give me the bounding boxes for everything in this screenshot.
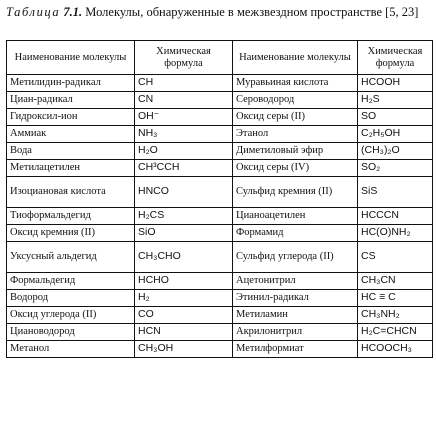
table-row (7, 143, 433, 160)
molecule-name: Метилформиат (233, 341, 358, 358)
molecule-name: Цианоацетилен (233, 208, 358, 225)
caption-label: Таблица (6, 5, 61, 19)
molecule-formula: HNCO (135, 177, 233, 208)
table-row (7, 341, 433, 358)
molecule-name: Ацетонитрил (233, 273, 358, 290)
molecule-name: Изоциановая кислота (7, 177, 135, 208)
molecule-formula: SiS (358, 177, 433, 208)
table-row (7, 75, 433, 92)
table-row (7, 307, 433, 324)
molecule-formula: CS (358, 242, 433, 273)
table-row (7, 273, 433, 290)
table-row (7, 126, 433, 143)
table-row (7, 160, 433, 177)
molecule-formula: SiO (135, 225, 233, 242)
table-caption (6, 5, 426, 19)
molecule-name: Оксид серы (II) (233, 109, 358, 126)
header-formula-1: Химическая формула (135, 41, 233, 75)
header-formula-2: Химическая формула (358, 41, 433, 75)
table-row (7, 324, 433, 341)
table-row (7, 225, 433, 242)
molecule-formula: H₂CS (135, 208, 233, 225)
molecule-name: Метилидин-радикал (7, 75, 135, 92)
molecule-formula: CO (135, 307, 233, 324)
molecule-formula: HCN (135, 324, 233, 341)
molecule-formula: CH₃OH (135, 341, 233, 358)
molecule-name: Оксид серы (IV) (233, 160, 358, 177)
table-row (7, 177, 433, 208)
molecule-formula: CH₃CHO (135, 242, 233, 273)
caption-text: Молекулы, обнаруженные в межзвездном пространстве [5, 23] (85, 5, 419, 19)
table-row (7, 242, 433, 273)
table-row (7, 109, 433, 126)
molecule-name: Циан-радикал (7, 92, 135, 109)
table-row (7, 208, 433, 225)
molecule-name: Метанол (7, 341, 135, 358)
molecule-formula: SO₂ (358, 160, 433, 177)
molecule-name: Гидроксил-ион (7, 109, 135, 126)
molecule-formula: CH (135, 75, 233, 92)
molecule-formula: H₂S (358, 92, 433, 109)
molecule-formula: HC(O)NH₂ (358, 225, 433, 242)
molecule-formula: OH⁻ (135, 109, 233, 126)
molecule-formula: HCOOCH₃ (358, 341, 433, 358)
molecule-formula: H₂C=CHCN (358, 324, 433, 341)
molecules-table (6, 40, 433, 358)
table-header-row (7, 41, 433, 75)
molecule-formula: CH₃NH₂ (358, 307, 433, 324)
molecule-name: Этинил-радикал (233, 290, 358, 307)
molecule-name: Сульфид углерода (II) (233, 242, 358, 273)
molecule-name: Этанол (233, 126, 358, 143)
header-name-1: Наименование молекулы (7, 41, 135, 75)
molecule-name: Оксид углерода (II) (7, 307, 135, 324)
molecule-name: Формамид (233, 225, 358, 242)
molecule-name: Акрилонитрил (233, 324, 358, 341)
molecule-name: Формальдегид (7, 273, 135, 290)
molecule-name: Муравьиная кислота (233, 75, 358, 92)
molecule-name: Оксид кремния (II) (7, 225, 135, 242)
molecule-formula: SO (358, 109, 433, 126)
molecule-formula: H₂O (135, 143, 233, 160)
header-name-2: Наименование молекулы (233, 41, 358, 75)
molecule-name: Вода (7, 143, 135, 160)
molecule-formula: HCCCN (358, 208, 433, 225)
molecule-formula: (CH₃)₂O (358, 143, 433, 160)
molecule-name: Аммиак (7, 126, 135, 143)
molecule-formula: HCHO (135, 273, 233, 290)
molecule-formula: CH³CCH (135, 160, 233, 177)
molecule-formula: CN (135, 92, 233, 109)
molecule-formula: HC ≡ C (358, 290, 433, 307)
molecule-formula: CH₃CN (358, 273, 433, 290)
molecule-formula: H₂ (135, 290, 233, 307)
molecule-name: Диметиловый эфир (233, 143, 358, 160)
molecule-name: Тиоформальдегид (7, 208, 135, 225)
molecule-name: Уксусный альдегид (7, 242, 135, 273)
table-row (7, 92, 433, 109)
molecule-formula: NH₃ (135, 126, 233, 143)
molecule-name: Метиламин (233, 307, 358, 324)
molecule-name: Циановодород (7, 324, 135, 341)
molecule-name: Сероводород (233, 92, 358, 109)
table-row (7, 290, 433, 307)
molecule-formula: C₂H₅OH (358, 126, 433, 143)
caption-number: 7.1. (63, 5, 83, 19)
molecule-name: Сульфид кремния (II) (233, 177, 358, 208)
molecule-name: Водород (7, 290, 135, 307)
molecule-formula: HCOOH (358, 75, 433, 92)
molecule-name: Метилацетилен (7, 160, 135, 177)
